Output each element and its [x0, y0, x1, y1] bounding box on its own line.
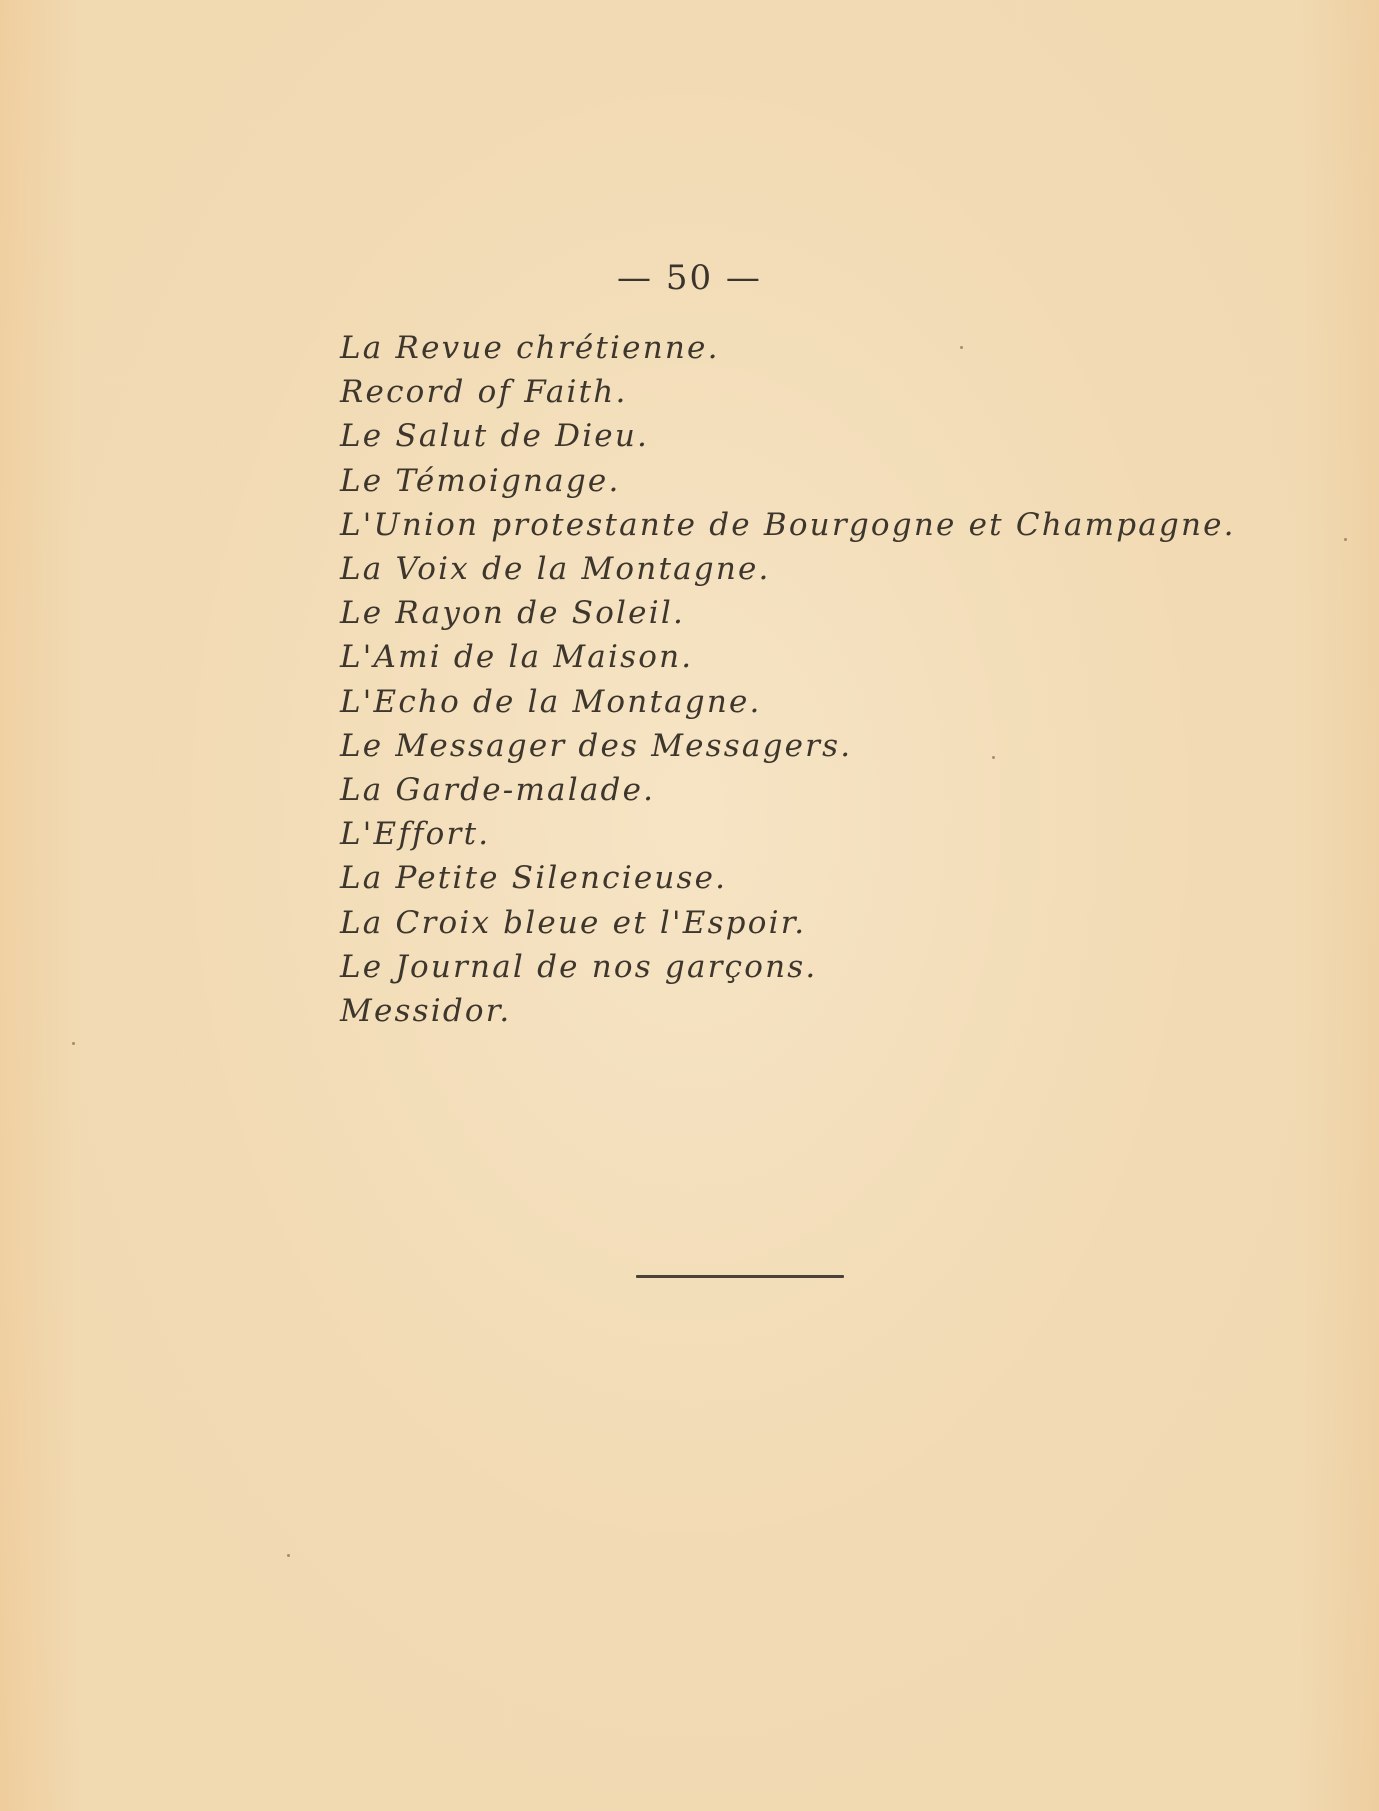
list-item: Le Rayon de Soleil.	[340, 595, 686, 632]
list-item: La Revue chrétienne.	[340, 330, 720, 366]
periodical-list	[340, 326, 1236, 1033]
list-item: La Petite Silencieuse.	[340, 860, 728, 897]
list-item: Le Journal de nos garçons.	[340, 948, 818, 985]
list-item: La Garde-malade.	[340, 772, 656, 809]
paper-speck	[1344, 538, 1347, 541]
list-item: L'Effort.	[340, 816, 491, 853]
paper-speck	[960, 346, 963, 349]
list-item: Messidor.	[340, 993, 512, 1030]
paper-speck	[992, 756, 995, 759]
paper-speck	[72, 1042, 75, 1045]
list-item: Le Messager des Messagers.	[340, 727, 853, 764]
list-item: Le Salut de Dieu.	[340, 418, 650, 455]
list-item: L'Echo de la Montagne.	[340, 683, 762, 720]
list-item: La Croix bleue et l'Espoir.	[340, 904, 807, 941]
list-item: L'Union protestante de Bourgogne et Champagne.	[340, 506, 1236, 543]
list-item: La Voix de la Montagne.	[340, 551, 771, 588]
page-number: — 50 —	[617, 258, 762, 298]
paper-speck	[287, 1554, 290, 1557]
list-item: Record of Faith.	[340, 374, 628, 411]
list-item: L'Ami de la Maison.	[340, 639, 694, 676]
list-item: Le Témoignage.	[340, 462, 621, 499]
section-divider-rule	[636, 1275, 844, 1278]
